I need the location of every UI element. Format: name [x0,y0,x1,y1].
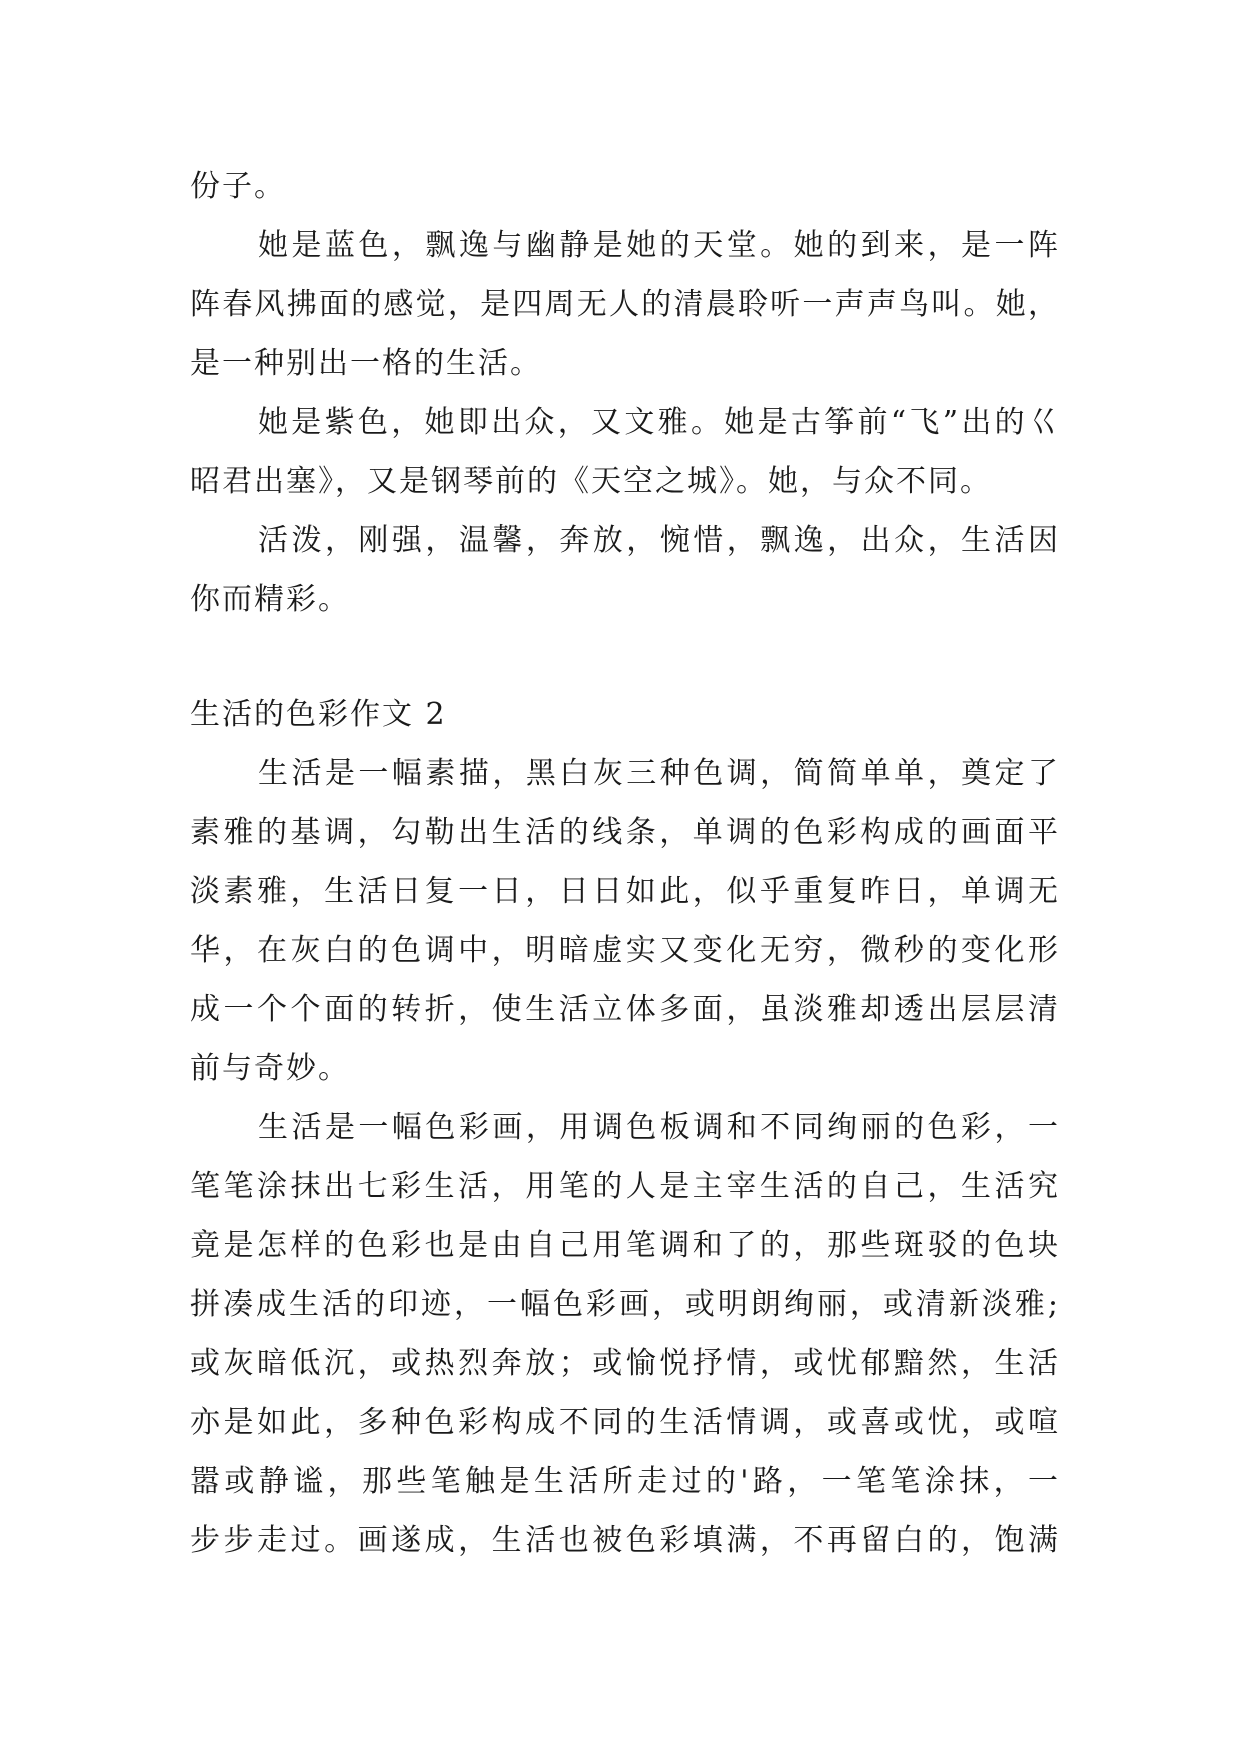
paragraph [190,393,1060,511]
text-line: 嚣或静谧，那些笔触是生活所走过的'路，一笔笔涂抹，一 [190,1464,1060,1499]
text-line: 生活是一幅色彩画，用调色板调和不同绚丽的色彩，一 [258,1110,1060,1145]
text-line: 成一个个面的转折，使生活立体多面，虽淡雅却透出层层清 [190,992,1060,1027]
text-line: 前与奇妙。 [190,1051,350,1086]
text-line: 步步走过。画遂成，生活也被色彩填满，不再留白的，饱满 [190,1523,1060,1558]
section-gap [190,629,1060,685]
paragraph [190,744,1060,1098]
text-line: 是一种别出一格的生活。 [190,346,542,381]
document-body [190,157,1060,1570]
text-line: 亦是如此，多种色彩构成不同的生活情调，或喜或忧，或喧 [190,1405,1060,1440]
section-heading [190,685,1060,744]
text-line: 竟是怎样的色彩也是由自己用笔调和了的，那些斑驳的色块 [190,1228,1060,1263]
paragraph [190,1098,1060,1570]
paragraph [190,216,1060,393]
text-line: 生活是一幅素描，黑白灰三种色调，简简单单，奠定了 [258,756,1060,791]
text-line: 生活的色彩作文 2 [190,697,447,732]
text-line: 你而精彩。 [190,582,350,617]
text-line: 素雅的基调，勾勒出生活的线条，单调的色彩构成的画面平 [190,815,1060,850]
text-line: 或灰暗低沉，或热烈奔放；或愉悦抒情，或忧郁黯然，生活 [190,1346,1060,1381]
text-line: 份子。 [190,169,286,204]
text-line: 拼凑成生活的印迹，一幅色彩画，或明朗绚丽，或清新淡雅; [190,1287,1060,1322]
paragraph [190,157,1060,216]
text-line: 昭君出塞》，又是钢琴前的《天空之城》。她，与众不同。 [190,464,992,499]
text-line: 笔笔涂抹出七彩生活，用笔的人是主宰生活的自己，生活究 [190,1169,1060,1204]
text-line: 她是紫色，她即出众，又文雅。她是古筝前“飞”出的巜 [258,405,1060,440]
text-line: 华，在灰白的色调中，明暗虚实又变化无穷，微秒的变化形 [190,933,1060,968]
text-line: 阵春风拂面的感觉，是四周无人的清晨聆听一声声鸟叫。她， [190,287,1060,322]
text-line: 活泼，刚强，温馨，奔放，惋惜，飘逸，出众，生活因 [258,523,1060,558]
text-line: 她是蓝色，飘逸与幽静是她的天堂。她的到来，是一阵 [258,228,1060,263]
paragraph [190,511,1060,629]
text-line: 淡素雅，生活日复一日，日日如此，似乎重复昨日，单调无 [190,874,1060,909]
